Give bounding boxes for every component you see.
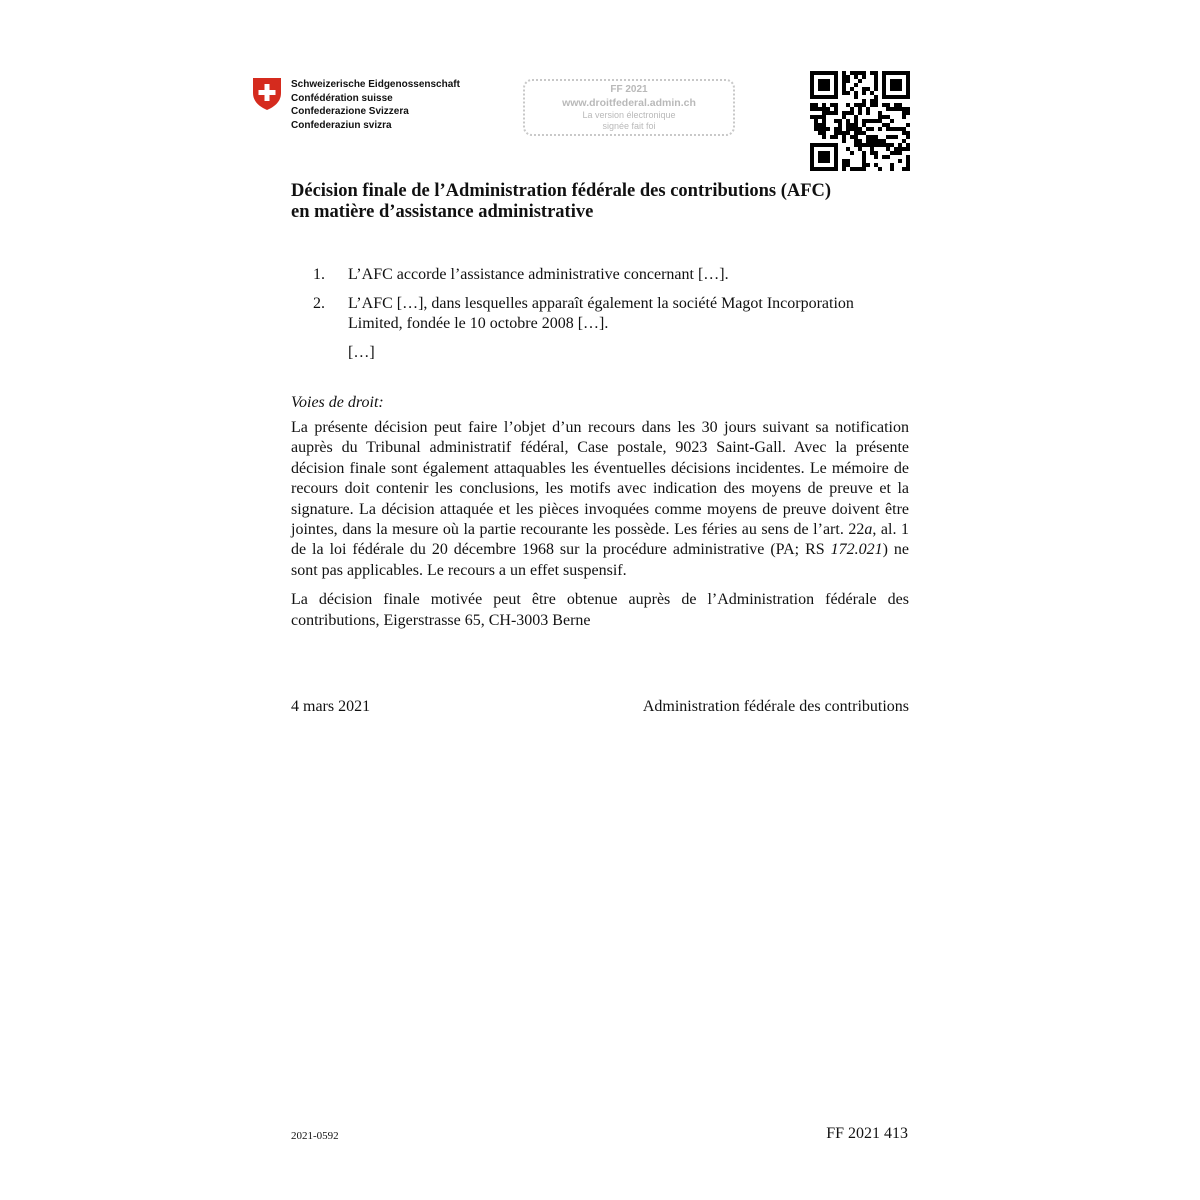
list-ellipsis: […] <box>348 344 375 361</box>
title-line-2: en matière d’assistance administrative <box>291 202 594 222</box>
list-item-number: 1. <box>313 266 325 283</box>
rights-p1-art-suffix: a <box>864 521 873 539</box>
rights-paragraph-2: La décision finale motivée peut être obtenue auprès de l’Administration fédérale des contributions, Eigerstrasse 65, CH-3003 Berne <box>291 591 909 629</box>
federation-name-fr: Confédération suisse <box>291 92 393 104</box>
stamp-note-2: signée fait foi <box>602 121 656 131</box>
federation-name-it: Confederazione Svizzera <box>291 106 409 117</box>
electronic-version-stamp <box>523 79 735 136</box>
footer-reference: FF 2021 413 <box>826 1125 908 1142</box>
decision-list <box>291 265 911 363</box>
signature-authority: Administration fédérale des contributions <box>642 698 909 715</box>
stamp-note-1: La version électronique <box>582 110 676 120</box>
federation-names <box>291 78 460 132</box>
stamp-url: www.droitfederal.admin.ch <box>562 97 696 109</box>
list-item <box>291 294 911 334</box>
rights-p1-part-b: , al. 1 de la loi fédérale du 20 décembre 1968 sur la procédure administrative (PA; RS <box>291 521 910 559</box>
qr-code-icon <box>810 71 910 171</box>
list-item-text: L’AFC accorde l’assistance administrative concernant […]. <box>348 266 729 283</box>
document-title <box>291 181 911 223</box>
rights-heading: Voies de droit: <box>291 394 384 411</box>
swiss-crest-icon <box>252 77 282 111</box>
rights-p1-part-a: La présente décision peut faire l’objet d’un recours dans les 30 jours suivant sa notification auprès du Tribunal administratif fédéral, Case postale, 9023 Saint-Gall. Avec la présente décision finale sont également attaquables les éventuelles décisions incidentes. Le mémoire de recours doit contenir les conclusions, les motifs avec indication des moyens de preuve et la signature. La décision attaquée et les pièces invoquées comme moyens de preuve doivent être jointes, dans la mesure où la partie recourante les possède. Les féries au sens de l’art. 22 <box>291 419 909 539</box>
list-item-text: L’AFC […], dans lesquelles apparaît également la société Magot Incorporation Limited, fondée le 10 octobre 2008 […]. <box>348 295 854 332</box>
rights-paragraph-1 <box>291 418 909 581</box>
list-item-number: 2. <box>313 295 325 312</box>
rights-body <box>291 418 909 640</box>
federation-name-rm: Confederaziun svizra <box>291 119 392 131</box>
title-line-1: Décision finale de l’Administration fédérale des contributions (AFC) <box>291 181 832 201</box>
footer-doc-number: 2021-0592 <box>291 1130 339 1142</box>
list-item <box>291 265 911 285</box>
rights-p1-rs-number: 172.021 <box>830 541 883 559</box>
stamp-ff-label: FF 2021 <box>610 84 648 95</box>
signature-date: 4 mars 2021 <box>291 698 371 715</box>
federation-name-de: Schweizerische Eidgenossenschaft <box>291 79 460 90</box>
rights-p1-part-c: ) ne sont pas applicables. Le recours a un effet suspensif. <box>291 541 909 579</box>
